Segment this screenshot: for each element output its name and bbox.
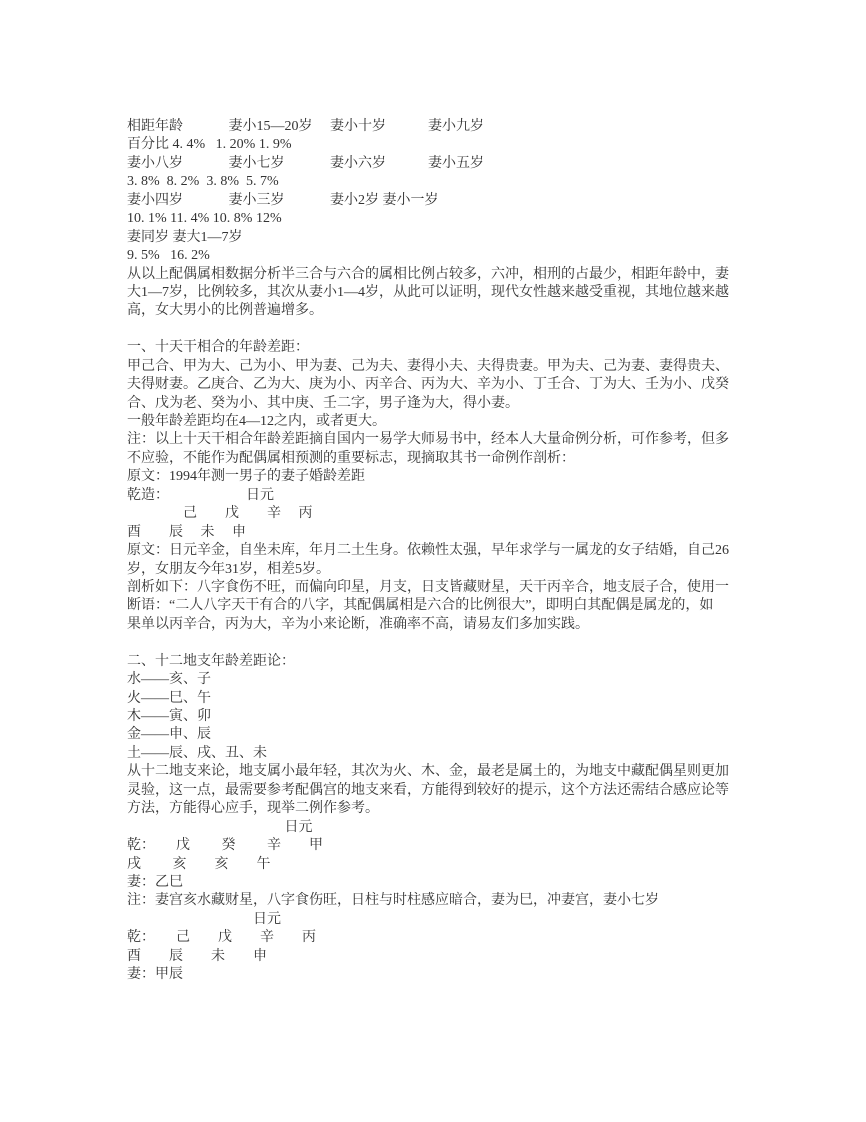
text-line: 一、十天干相合的年龄差距： (127, 340, 309, 356)
text-line (127, 321, 817, 339)
text-line: 水——亥、子 (127, 672, 211, 688)
text-line: 妻：乙巳 (127, 874, 183, 890)
text-line: 灵验，这一点，最需要参考配偶宫的地支来看，方能得到较好的提示，这个方法还需结合感应论等 (127, 782, 729, 798)
text-line: 相距年龄 妻小15—20岁 妻小十岁 妻小九岁 (127, 119, 484, 134)
document-text (127, 118, 817, 985)
text-line: 3. 8% 8. 2% 3. 8% 5. 7% (127, 174, 279, 190)
text-line: 方法，方能得心应手，现举二例作参考。 (127, 801, 379, 817)
text-line: 戌 亥 亥 午 (127, 856, 271, 872)
text-line: 一般年龄差距均在4—12之内，或者更大。 (127, 414, 386, 429)
text-line: 注：以上十天干相合年龄差距摘自国内一易学大师易书中，经本人大量命例分析，可作参考，但多 (127, 432, 729, 448)
text-line: 从以上配偶属相数据分析半三合与六合的属相比例占较多，六冲，相刑的占最少，相距年龄中，妻 (127, 266, 729, 282)
text-line: 原文：1994年测一男子的妻子婚龄差距 (127, 469, 365, 485)
text-line: 合、戊为老、癸为小、其中庚、壬二字，男子逢为大，得小妻。 (127, 395, 519, 411)
text-line: 二、十二地支年龄差距论： (127, 653, 295, 669)
text-line: 妻同岁 妻大1—7岁 (127, 229, 243, 245)
text-line: 注：妻宫亥水藏财星，八字食伤旺，日柱与时柱感应暗合，妻为巳，冲妻宫，妻小七岁 (127, 893, 659, 909)
text-line: 酉 辰 未 申 (127, 948, 267, 964)
text-line: 10. 1% 11. 4% 10. 8% 12% (127, 211, 282, 227)
text-line: 高，女大男小的比例普遍增多。 (127, 303, 323, 319)
text-line: 百分比 4. 4% 1. 20% 1. 9% (127, 137, 292, 153)
text-line: 木——寅、卯 (127, 709, 211, 724)
text-line (127, 634, 817, 652)
text-line: 9. 5% 16. 2% (127, 248, 210, 264)
text-line: 酉 辰 未 申 (127, 524, 246, 540)
text-line: 妻：甲辰 (127, 967, 183, 983)
text-line: 日元 (127, 819, 313, 835)
text-line: 日元 (127, 911, 281, 927)
text-line: 乾： 己 戊 辛 丙 (127, 930, 316, 946)
text-line: 夫得财妻。乙庚合、乙为大、庚为小、丙辛合、丙为大、辛为小、丁壬合、丁为大、壬为小、戊癸 (127, 377, 729, 393)
text-line: 剖析如下：八字食伤不旺，而偏向印星，月支，日支皆藏财星，天干丙辛合，地支辰子合，使用一 (127, 579, 729, 595)
text-line: 断语：“二人八字天干有合的八字，其配偶属相是六合的比例很大”，即明白其配偶是属龙的，如 (127, 598, 714, 614)
text-line: 妻小四岁 妻小三岁 妻小2岁 妻小一岁 (127, 192, 439, 208)
text-line: 原文：日元辛金，自坐未库，年月二土生身。依赖性太强，早年求学与一属龙的女子结婚，自己26 (127, 543, 729, 559)
text-line: 金——申、辰 (127, 727, 211, 743)
text-line: 果单以丙辛合，丙为大，辛为小来论断，准确率不高，请易友们多加实践。 (127, 616, 589, 632)
text-line: 乾： 戊 癸 辛 甲 (127, 838, 323, 854)
text-line: 妻小八岁 妻小七岁 妻小六岁 妻小五岁 (127, 155, 484, 171)
text-line: 不应验，不能作为配偶属相预测的重要标志，现摘取其书一命例作剖析： (127, 450, 575, 466)
text-line: 大1—7岁，比例较多，其次从妻小1—4岁，从此可以证明，现代女性越来越受重视，其地位越来越 (127, 284, 729, 300)
text-line: 甲己合、甲为大、己为小、甲为妻、己为夫、妻得小夫、夫得贵妻。甲为夫、己为妻、妻得贵夫、 (127, 358, 729, 374)
text-line: 从十二地支来论，地支属小最年轻，其次为火、木、金，最老是属土的，为地支中藏配偶星则更加 (127, 764, 729, 780)
text-line: 岁，女朋友今年31岁，相差5岁。 (127, 561, 330, 577)
text-line: 己 戊 辛 丙 (127, 506, 313, 522)
text-line: 乾造： 日元 (127, 487, 274, 503)
text-line: 土——辰、戌、丑、未 (127, 745, 267, 761)
text-line: 火——巳、午 (127, 690, 211, 706)
